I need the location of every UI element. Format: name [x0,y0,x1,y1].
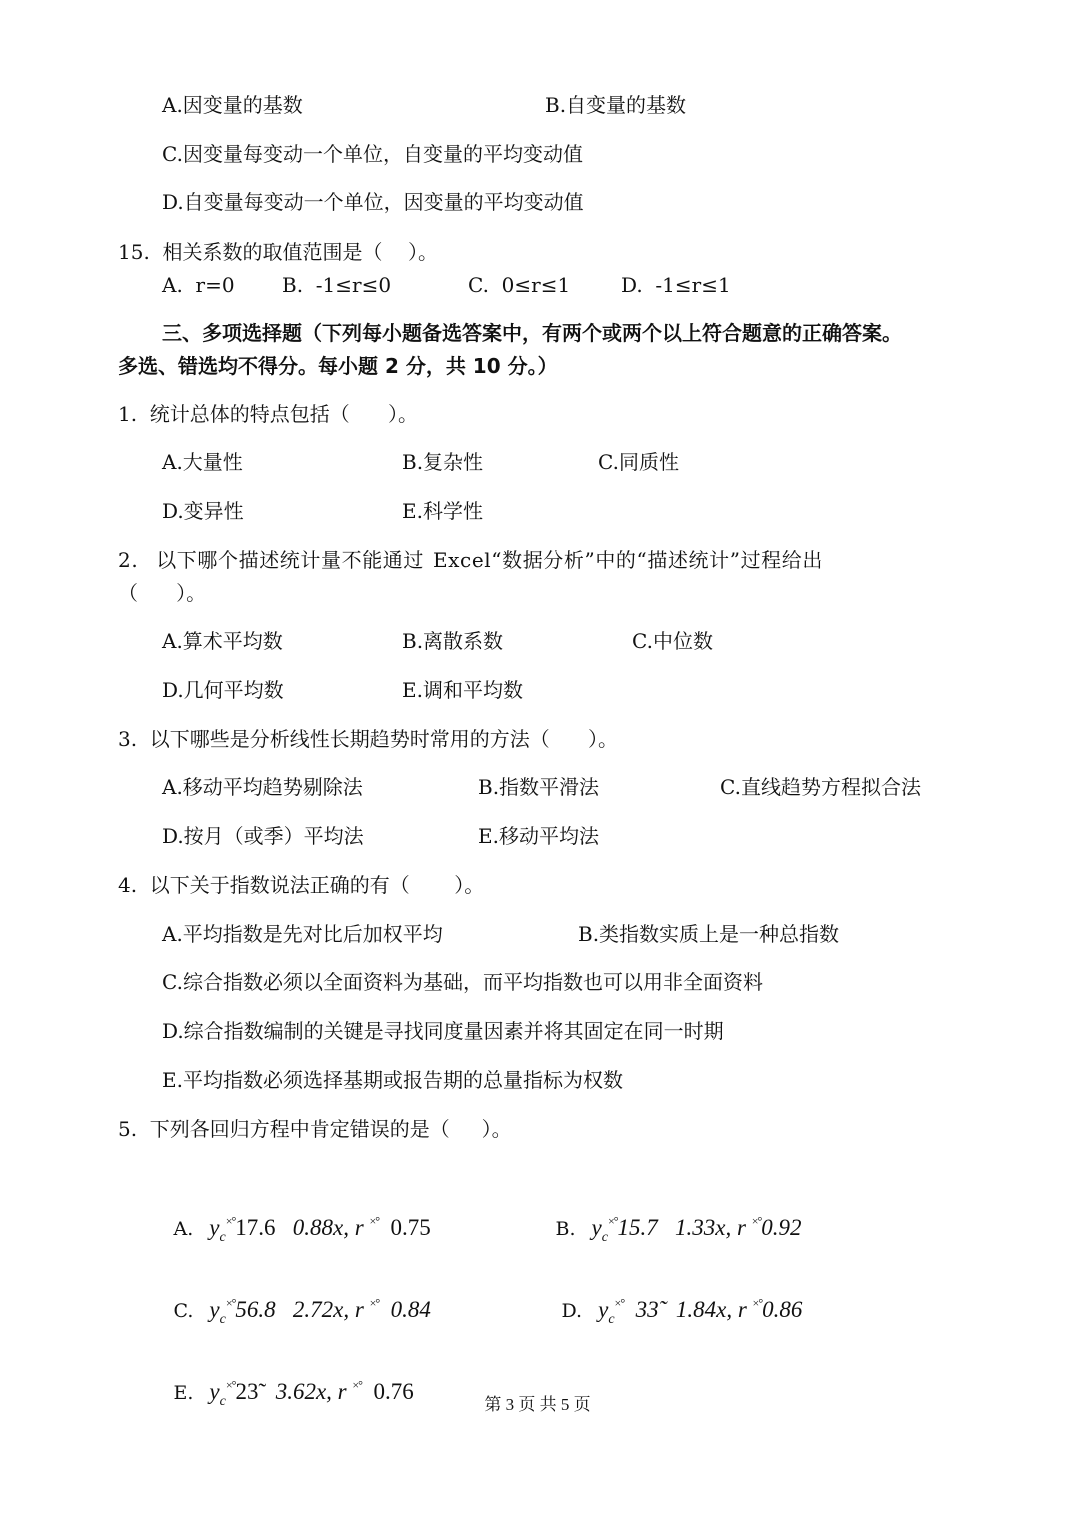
slope-term: 1.33x, r [675,1215,746,1240]
q15-option-d: D. -1≤r≤1 [621,273,731,297]
y-var: y [209,1379,220,1404]
garbled-glyph: ×° [225,1296,236,1310]
mq3-option-b: B.指数平滑法 [478,775,600,799]
y-subscript: c [219,1230,226,1245]
mq3-option-e: E.移动平均法 [478,824,599,848]
mq1-option-b: B.复杂性 [402,450,484,474]
garbled-glyph: ×° [614,1296,625,1310]
garbled-glyph: ×° [225,1214,236,1228]
mq5-option-d [550,1258,802,1335]
mq4-stem: 4. 以下关于指数说法正确的有（ ）。 [118,873,485,897]
q14-option-c: C.因变量每变动一个单位，自变量的平均变动值 [162,142,583,166]
mq3-option-d: D.按月（或季）平均法 [162,824,364,848]
mq3-option-c: C.直线趋势方程拟合法 [720,775,921,799]
garbled-glyph: ×° [369,1214,380,1228]
mq2-option-e: E.调和平均数 [402,678,523,702]
q15-option-b: B. -1≤r≤0 [282,273,392,297]
garbled-glyph: ×° [752,1296,763,1310]
slope-term: 2.72x, r [292,1297,364,1322]
garbled-glyph: ×° [369,1296,380,1310]
intercept: 15.7 [617,1215,658,1240]
mq4-option-a: A.平均指数是先对比后加权平均 [162,922,443,946]
mq5-option-c [162,1258,431,1335]
mq1-option-a: A.大量性 [162,450,243,474]
garbled-glyph: ×° [225,1378,236,1392]
y-var: y [209,1297,220,1322]
slope-term: 0.88x, r [292,1215,364,1240]
mq2-option-c: C.中位数 [632,629,713,653]
intercept: 33̃ [635,1297,659,1322]
mq3-stem: 3. 以下哪些是分析线性长期趋势时常用的方法（ ）。 [118,727,618,751]
r-value: 0.75 [390,1215,431,1240]
mq1-option-e: E.科学性 [402,499,483,523]
option-label: B. [555,1218,576,1240]
option-label: A. [173,1218,194,1240]
y-var: y [591,1215,602,1240]
mq3-option-a: A.移动平均趋势剔除法 [162,775,363,799]
option-label: D. [561,1300,583,1322]
mq5-stem: 5. 下列各回归方程中肯定错误的是（ ）。 [118,1117,512,1141]
intercept: 56.8 [235,1297,276,1322]
intercept: 23̃ [235,1379,259,1404]
mq4-option-b: B.类指数实质上是一种总指数 [578,922,840,946]
page-footer: 第 3 页 共 5 页 [484,1395,591,1414]
mq1-option-c: C.同质性 [598,450,679,474]
q14-option-a: A.因变量的基数 [162,93,303,117]
r-value: 0.86 [762,1297,803,1322]
garbled-glyph: ×° [607,1214,618,1228]
r-value: 0.76 [373,1379,414,1404]
r-value: 0.84 [390,1297,431,1322]
y-var: y [209,1215,220,1240]
section-heading-line2: 多选、错选均不得分。每小题 2 分，共 10 分。） [118,354,558,378]
q15-option-c: C. 0≤r≤1 [468,273,571,297]
mq1-stem: 1. 统计总体的特点包括（ ）。 [118,402,418,426]
intercept: 17.6 [235,1215,276,1240]
mq5-option-a [162,1176,431,1253]
mq2-option-d: D.几何平均数 [162,678,284,702]
mq2-stem-line2: （ ）。 [118,581,207,605]
slope-term: 1.84x, r [675,1297,747,1322]
mq2-stem-line1: 2. 以下哪个描述统计量不能通过 Excel“数据分析”中的“描述统计”过程给出 [118,548,823,572]
mq2-option-a: A.算术平均数 [162,629,283,653]
q14-option-b: B.自变量的基数 [545,93,687,117]
q15-option-a: A. r=0 [162,273,235,297]
option-label: C. [173,1300,194,1322]
garbled-glyph: ×° [751,1214,762,1228]
q15-stem: 15. 相关系数的取值范围是（ ）。 [118,240,438,264]
section-heading-line1: 三、多项选择题（下列每小题备选答案中，有两个或两个以上符合题意的正确答案。 [162,321,902,345]
y-subscript: c [601,1230,608,1245]
q14-option-d: D.自变量每变动一个单位，因变量的平均变动值 [162,190,584,214]
mq1-option-d: D.变异性 [162,499,244,523]
mq4-option-d: D.综合指数编制的关键是寻找同度量因素并将其固定在同一时期 [162,1019,724,1043]
mq2-option-b: B.离散系数 [402,629,504,653]
slope-term: 3.62x, r [275,1379,347,1404]
r-value: 0.92 [761,1215,802,1240]
y-var: y [598,1297,609,1322]
y-subscript: c [219,1394,226,1409]
y-subscript: c [608,1312,615,1327]
option-label: E. [173,1382,194,1404]
garbled-glyph: ×° [352,1378,362,1392]
mq4-option-c: C.综合指数必须以全面资料为基础，而平均指数也可以用非全面资料 [162,970,763,994]
mq5-option-b [544,1176,802,1253]
mq4-option-e: E.平均指数必须选择基期或报告期的总量指标为权数 [162,1068,623,1092]
y-subscript: c [219,1312,226,1327]
